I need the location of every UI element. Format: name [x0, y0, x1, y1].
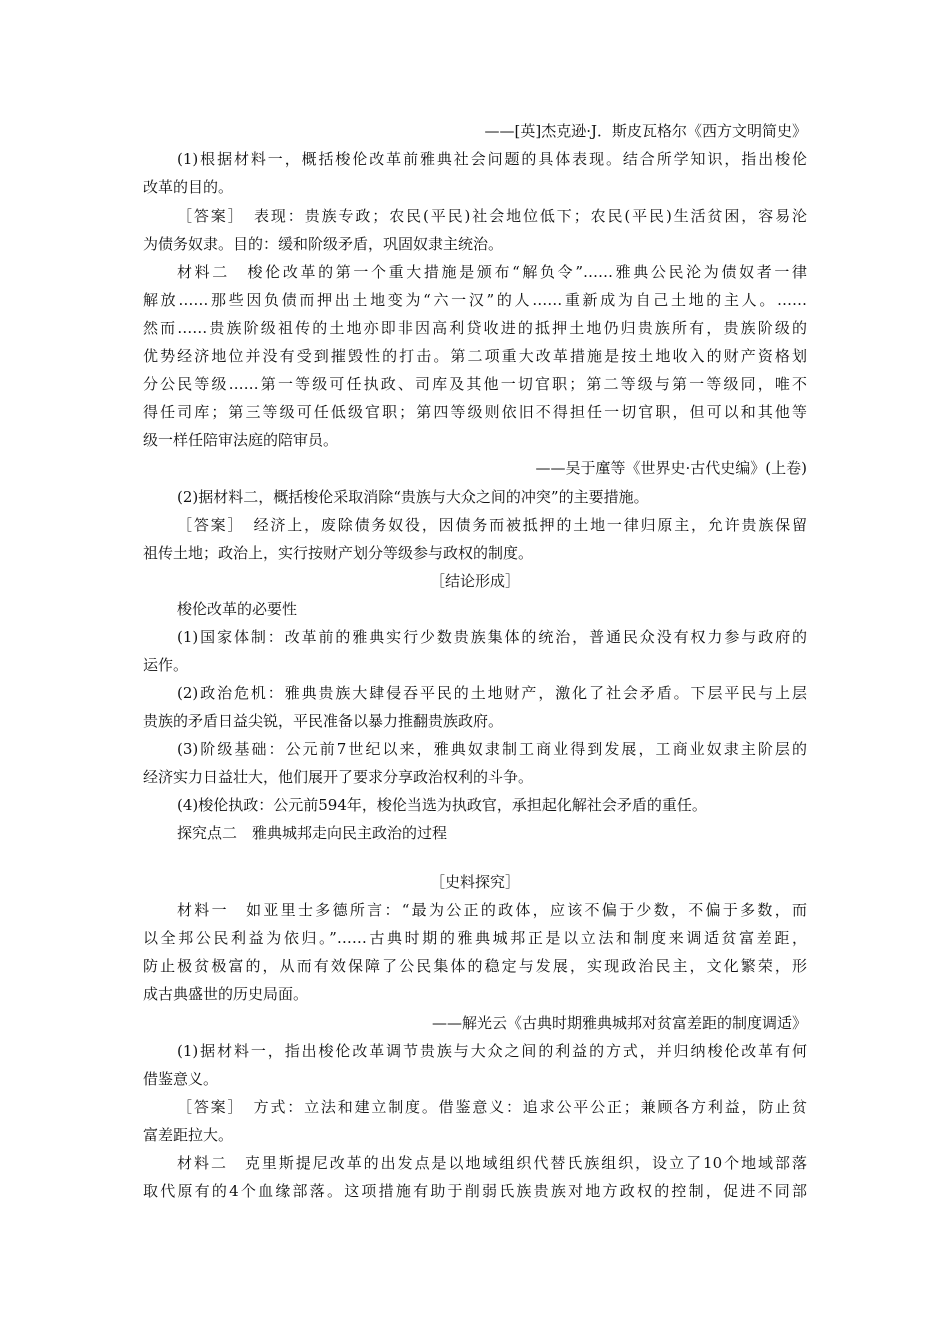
answer-3-line-2: 富差距拉大。 — [143, 1126, 234, 1144]
material-1-line-2: 以全邦公民利益为依归。”……古典时期的雅典城邦正是以立法和制度来调适贫富差距， — [143, 929, 807, 947]
question-3-line-1: (1)据材料一，指出梭伦改革调节贵族与大众之间的利益的方式，并归纳梭伦改革有何 — [177, 1042, 807, 1060]
material-2-line-7: 级一样任陪审法庭的陪审员。 — [143, 431, 339, 449]
material-2-line-1: 材料二 梭伦改革的第一个重大措施是颁布“解负令”……雅典公民沦为债奴者一律 — [177, 263, 807, 281]
point-2-line-1: (2)政治危机：雅典贵族大肆侵吞平民的土地财产，激化了社会矛盾。下层平民与上层 — [177, 684, 807, 702]
point-3-line-1: (3)阶级基础：公元前7世纪以来，雅典奴隶制工商业得到发展，工商业奴隶主阶层的 — [177, 740, 807, 758]
heading-conclusion: ［结论形成］ — [429, 572, 520, 590]
question-1-line-2: 改革的目的。 — [143, 178, 234, 196]
question-1-line-1: (1)根据材料一，概括梭伦改革前雅典社会问题的具体表现。结合所学知识，指出梭伦 — [177, 150, 807, 168]
point-2-line-2: 贵族的矛盾日益尖锐，平民准备以暴力推翻贵族政府。 — [143, 712, 504, 730]
material-2-line-3: 然而……贵族阶级祖传的土地亦即非因高利贷收进的抵押土地仍归贵族所有，贵族阶级的 — [143, 319, 807, 337]
material-2-line-6: 得任司库；第三等级可任低级官职；第四等级则依旧不得担任一切官职，但可以和其他等 — [143, 403, 807, 421]
material-2-line-5: 分公民等级……第一等级可任执政、司库及其他一切官职；第二等级与第一等级同，唯不 — [143, 375, 807, 393]
material-1-line-1: 材料一 如亚里士多德所言：“最为公正的政体，应该不偏于少数，不偏于多数，而 — [177, 901, 807, 919]
material-2b-line-2: 取代原有的4个血缘部落。这项措施有助于削弱氏族贵族对地方政权的控制，促进不同部 — [143, 1182, 807, 1200]
citation-wu-yujin: ——吴于廑等《世界史·古代史编》(上卷) — [535, 459, 807, 477]
citation-xie-guangyun: ——解光云《古典时期雅典城邦对贫富差距的制度调适》 — [431, 1014, 807, 1032]
answer-3-line-1: ［答案］ 方式：立法和建立制度。借鉴意义：追求公平公正；兼顾各方利益，防止贫 — [177, 1098, 807, 1116]
point-1-line-2: 运作。 — [143, 656, 189, 674]
answer-1-line-1: ［答案］ 表现：贵族专政；农民(平民)社会地位低下；农民(平民)生活贫困，容易沦 — [177, 207, 807, 225]
answer-1-line-2: 为债务奴隶。目的：缓和阶级矛盾，巩固奴隶主统治。 — [143, 235, 504, 253]
material-2-line-2: 解放……那些因负债而押出土地变为“六一汉”的人……重新成为自己土地的主人。…… — [143, 291, 807, 309]
section-heading-exploration-2: 探究点二 雅典城邦走向民主政治的过程 — [177, 824, 448, 842]
point-4: (4)梭伦执政：公元前594年，梭伦当选为执政官，承担起化解社会矛盾的重任。 — [177, 796, 707, 814]
answer-2-line-2: 祖传土地；政治上，实行按财产划分等级参与政权的制度。 — [143, 544, 534, 562]
material-2b-line-1: 材料二 克里斯提尼改革的出发点是以地域组织代替氏族组织，设立了10个地域部落 — [177, 1154, 807, 1172]
question-2: (2)据材料二，概括梭伦采取消除“贵族与大众之间的冲突”的主要措施。 — [177, 488, 649, 506]
material-2-line-4: 优势经济地位并没有受到摧毁性的打击。第二项重大改革措施是按土地收入的财产资格划 — [143, 347, 807, 365]
answer-2-line-1: ［答案］ 经济上，废除债务奴役，因债务而被抵押的土地一律归原主，允许贵族保留 — [177, 516, 807, 534]
subheading-necessity: 梭伦改革的必要性 — [177, 600, 298, 618]
material-1-line-3: 防止极贫极富的，从而有效保障了公民集体的稳定与发展，实现政治民主，文化繁荣，形 — [143, 957, 807, 975]
citation-spielvogel: ——[英]杰克逊·J．斯皮瓦格尔《西方文明简史》 — [484, 122, 807, 140]
point-3-line-2: 经济实力日益壮大，他们展开了要求分享政治权利的斗争。 — [143, 768, 534, 786]
point-1-line-1: (1)国家体制：改革前的雅典实行少数贵族集体的统治，普通民众没有权力参与政府的 — [177, 628, 807, 646]
material-1-line-4: 成古典盛世的历史局面。 — [143, 985, 309, 1003]
question-3-line-2: 借鉴意义。 — [143, 1070, 219, 1088]
heading-historical-inquiry: ［史料探究］ — [429, 873, 520, 891]
